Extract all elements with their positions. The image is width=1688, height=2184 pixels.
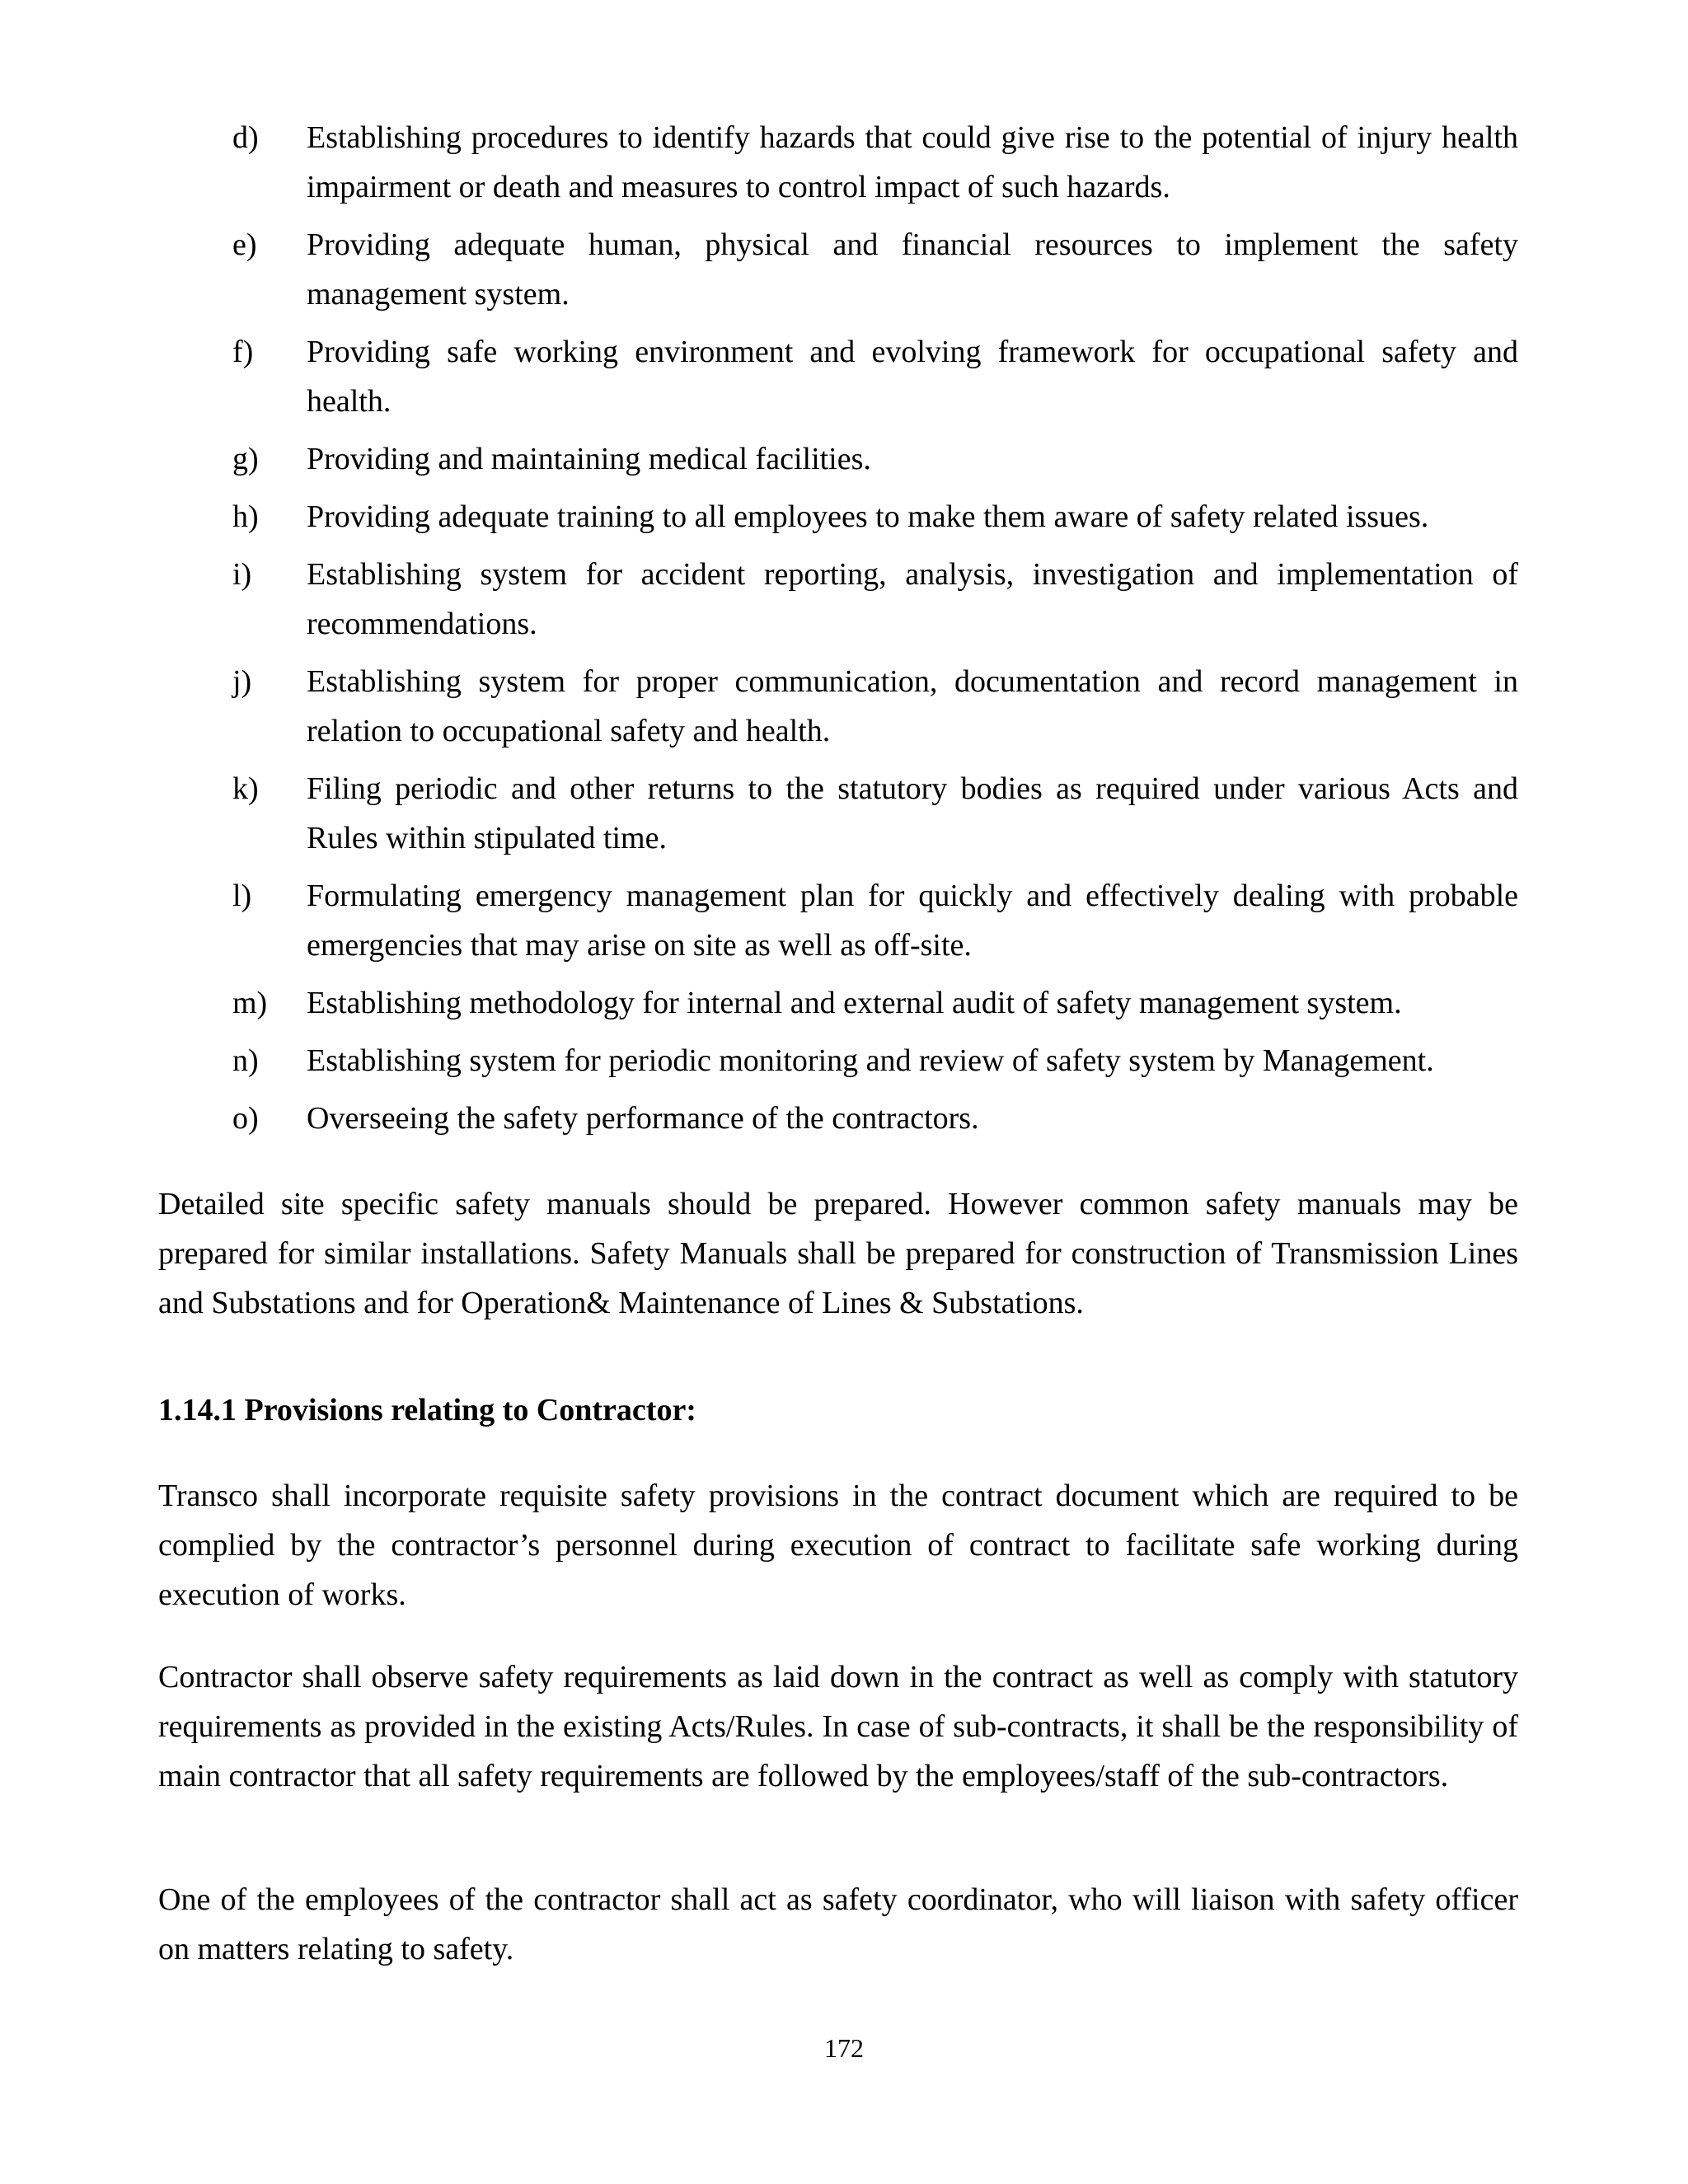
list-item-text: Formulating emergency management plan for quickly and effectively dealing with probable emergencies that may arise on site as well as off-site. [307,879,1518,963]
paragraph-safety-manuals: Detailed site specific safety manuals should be prepared. However common safety manuals may be prepared for similar installations. Safety Manuals shall be prepared for construction of Transmission Lines and Substations and for Operation& Maintenance of Lines & Substations. [158,1187,1518,1320]
list-item-text: Providing and maintaining medical facilities. [307,442,871,476]
page-number: 172 [824,2033,864,2063]
list-marker: n) [232,1043,259,1078]
list-marker: j) [232,664,252,699]
list-item [232,764,1518,863]
list-item-text: Overseeing the safety performance of the contractors. [307,1101,979,1136]
section-heading: 1.14.1 Provisions relating to Contractor: [158,1393,696,1427]
list-marker: f) [232,335,254,369]
list-item-text: Establishing system for proper communication, documentation and record management in relation to occupational safety and health. [307,664,1518,748]
list-item [232,492,1518,541]
list-item [232,657,1518,756]
responsibilities-list [232,113,1518,1151]
list-item [232,113,1518,212]
list-item [232,871,1518,970]
list-item-text: Providing adequate training to all employees to make them aware of safety related issues. [307,499,1429,534]
list-marker: e) [232,227,257,262]
paragraph-safety-coordinator: One of the employees of the contractor shall act as safety coordinator, who will liaison with safety officer on matters relating to safety. [158,1882,1518,1966]
list-item-text: Filing periodic and other returns to the statutory bodies as required under various Acts and Rules within stipulated time. [307,771,1518,855]
list-marker: i) [232,557,252,592]
list-marker: m) [232,986,268,1020]
list-item-text: Providing safe working environment and evolving framework for occupational safety and health. [307,335,1518,419]
list-marker: h) [232,499,259,534]
list-item [232,220,1518,319]
list-item [232,434,1518,484]
paragraph-transco: Transco shall incorporate requisite safety provisions in the contract document which are required to be complied by the contractor’s personnel during execution of contract to facilitate safe working during execution of works. [158,1479,1518,1612]
list-marker: g) [232,442,259,476]
list-item-text: Establishing procedures to identify hazards that could give rise to the potential of injury health impairment or death and measures to control impact of such hazards. [307,120,1518,204]
list-marker: o) [232,1101,259,1136]
paragraph-contractor: Contractor shall observe safety requirements as laid down in the contract as well as comply with statutory requirements as provided in the existing Acts/Rules. In case of sub-contracts, it shall be the responsibility of main contractor that all safety requirements are followed by the employees/staff of the sub-contractors. [158,1660,1518,1793]
list-item-text: Establishing system for accident reporting, analysis, investigation and implementation of recommendations. [307,557,1518,641]
list-item [232,978,1518,1028]
list-item [232,327,1518,426]
list-item [232,1036,1518,1085]
list-item [232,1094,1518,1143]
list-item-text: Establishing system for periodic monitoring and review of safety system by Management. [307,1043,1434,1078]
list-item-text: Establishing methodology for internal and external audit of safety management system. [307,986,1402,1020]
list-marker: l) [232,879,252,913]
list-item-text: Providing adequate human, physical and financial resources to implement the safety management system. [307,227,1518,312]
list-marker: k) [232,771,259,806]
list-marker: d) [232,120,259,155]
list-item [232,550,1518,649]
